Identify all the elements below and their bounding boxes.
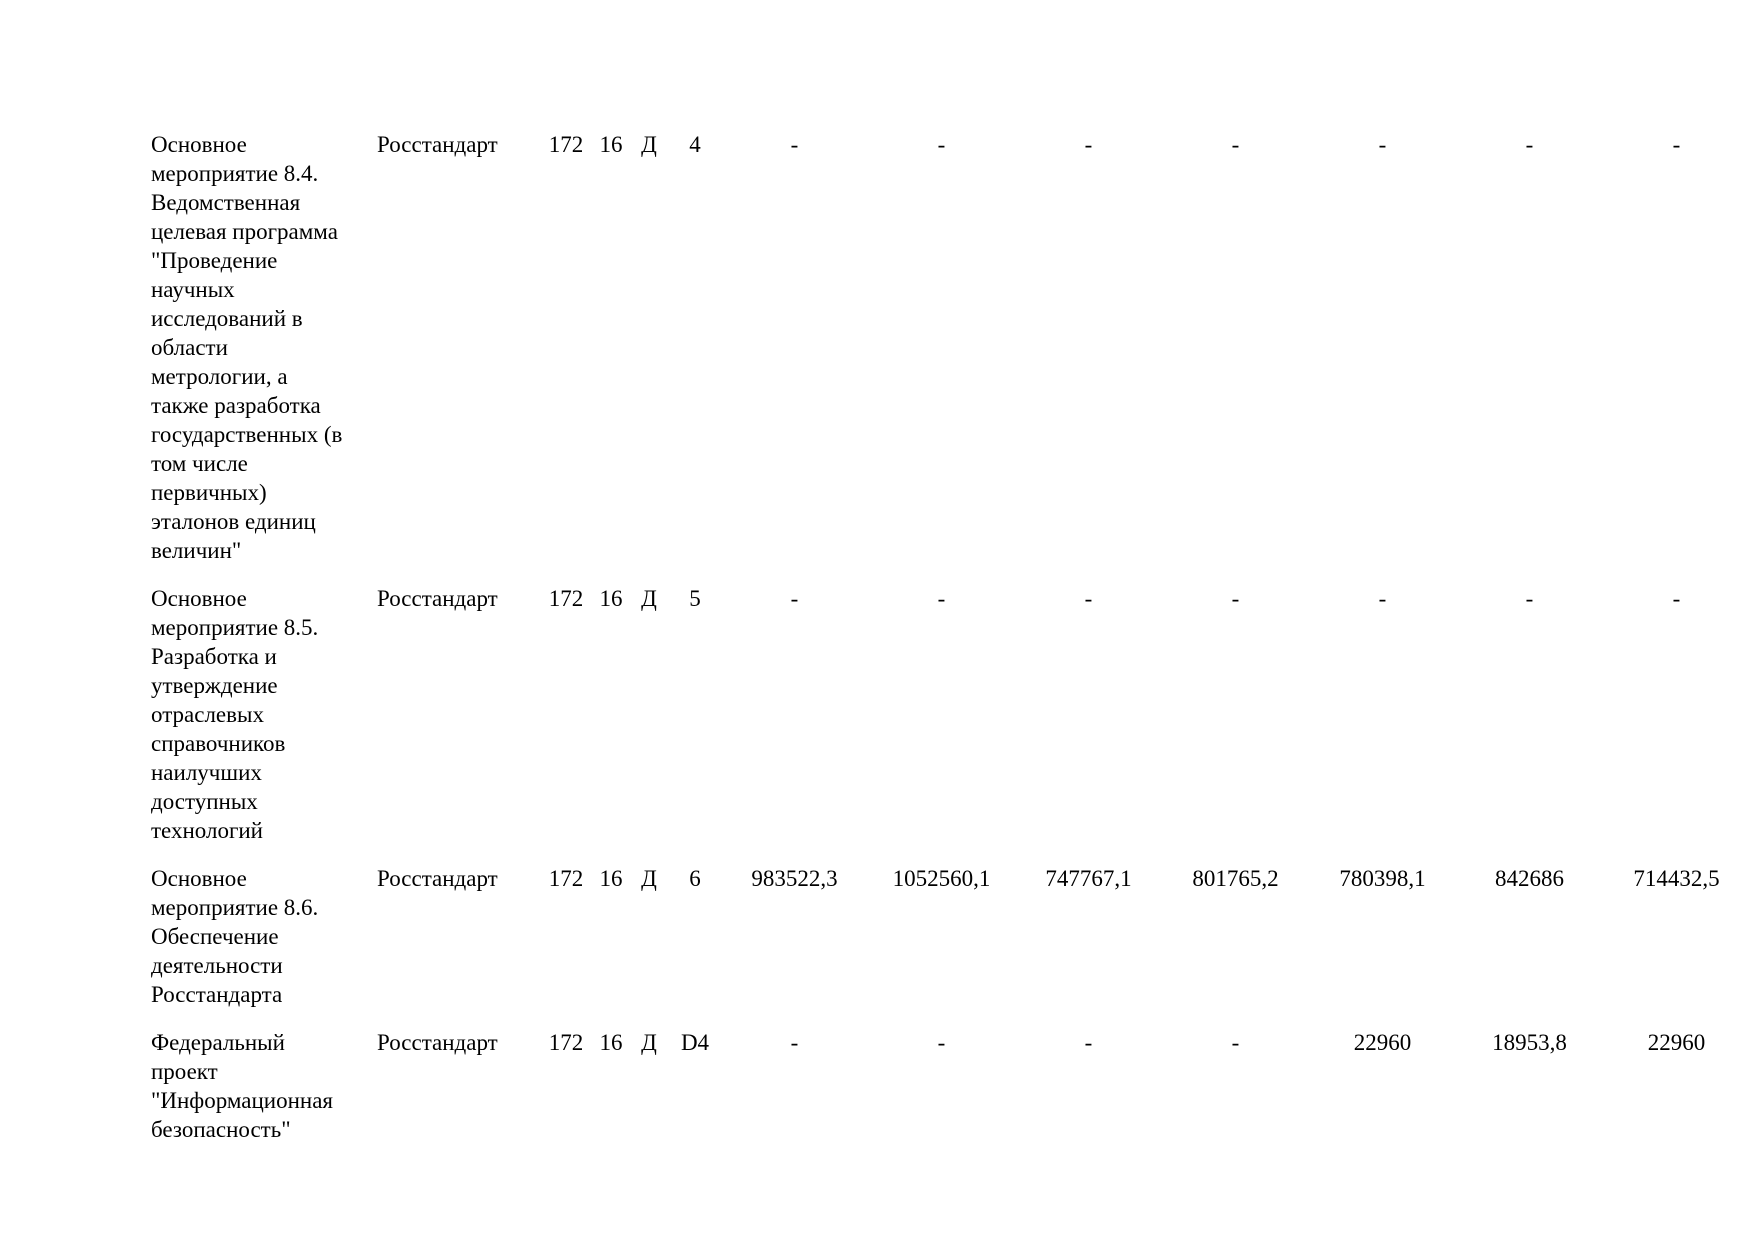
- activity-name-line: области: [151, 335, 228, 360]
- ministry-code-cell: 172: [548, 1030, 584, 1055]
- activity-name-line: "Проведение: [151, 248, 278, 273]
- activity-name-line: Разработка и: [151, 644, 277, 669]
- value-cell: -: [1084, 132, 1093, 157]
- value-cell: -: [1378, 586, 1387, 611]
- activity-name-line: метрологии, а: [151, 364, 288, 389]
- value-cell: -: [790, 132, 799, 157]
- activity-name-cell: [151, 584, 377, 864]
- activity-name-line: Основное: [151, 586, 247, 611]
- value-cell: -: [1231, 1030, 1240, 1055]
- value-cell: -: [1672, 132, 1681, 157]
- program-code-cell: 16: [599, 1030, 623, 1055]
- activity-name-cell: [151, 130, 377, 584]
- responsible-org-cell: Росстандарт: [377, 586, 498, 611]
- subprogram-code-cell: Д: [641, 1030, 657, 1055]
- value-cell: -: [937, 586, 946, 611]
- activity-code-cell: D4: [680, 1030, 710, 1055]
- activity-name-line: первичных): [151, 480, 267, 505]
- value-cell: 714432,5: [1633, 866, 1720, 891]
- value-cell: -: [1084, 586, 1093, 611]
- activity-name-cell: [151, 864, 377, 1028]
- activity-name-line: величин": [151, 538, 242, 563]
- activity-name-line: мероприятие 8.6.: [151, 895, 319, 920]
- ministry-code-cell: 172: [548, 866, 584, 891]
- ministry-code-cell: 172: [548, 586, 584, 611]
- activity-code-cell: 6: [689, 866, 701, 891]
- responsible-org-cell: Росстандарт: [377, 1030, 498, 1055]
- activity-name-line: Обеспечение: [151, 924, 279, 949]
- activity-name-line: государственных (в: [151, 422, 343, 447]
- activity-name-line: проект: [151, 1059, 218, 1084]
- table-row: [151, 1028, 1750, 1163]
- value-cell: 18953,8: [1492, 1030, 1567, 1055]
- value-cell: 801765,2: [1192, 866, 1279, 891]
- value-cell: -: [937, 132, 946, 157]
- activity-name-line: научных: [151, 277, 235, 302]
- value-cell: 1052560,1: [892, 866, 991, 891]
- activity-name-line: отраслевых: [151, 702, 264, 727]
- value-cell: 780398,1: [1339, 866, 1426, 891]
- activity-name-line: деятельности: [151, 953, 283, 978]
- value-cell: -: [1231, 132, 1240, 157]
- activity-name-line: доступных: [151, 789, 258, 814]
- value-cell: -: [1525, 586, 1534, 611]
- activity-name-line: Федеральный: [151, 1030, 285, 1055]
- value-cell: -: [790, 1030, 799, 1055]
- activity-name-line: Росстандарта: [151, 982, 283, 1007]
- program-code-cell: 16: [599, 866, 623, 891]
- activity-name-line: мероприятие 8.4.: [151, 161, 319, 186]
- activity-name-line: безопасность": [151, 1117, 291, 1142]
- activity-name-line: Ведомственная: [151, 190, 301, 215]
- activity-code-cell: 4: [689, 132, 701, 157]
- program-code-cell: 16: [599, 586, 623, 611]
- responsible-org-cell: Росстандарт: [377, 866, 498, 891]
- value-cell: -: [1084, 1030, 1093, 1055]
- activity-name-line: справочников: [151, 731, 286, 756]
- table-row: [151, 864, 1750, 1028]
- activity-name-line: утверждение: [151, 673, 278, 698]
- table-row: [151, 584, 1750, 864]
- activity-name-line: также разработка: [151, 393, 321, 418]
- value-cell: -: [1231, 586, 1240, 611]
- value-cell: -: [1378, 132, 1387, 157]
- activity-name-line: целевая программа: [151, 219, 338, 244]
- activity-name-cell: [151, 1028, 377, 1163]
- activity-name-line: эталонов единиц: [151, 509, 316, 534]
- value-cell: 983522,3: [751, 866, 838, 891]
- value-cell: -: [1525, 132, 1534, 157]
- activity-name-line: Основное: [151, 132, 247, 157]
- activity-name-line: том числе: [151, 451, 248, 476]
- ministry-code-cell: 172: [548, 132, 584, 157]
- subprogram-code-cell: Д: [641, 866, 657, 891]
- value-cell: 22960: [1647, 1030, 1706, 1055]
- activity-name-line: технологий: [151, 818, 263, 843]
- activity-name-line: "Информационная: [151, 1088, 333, 1113]
- activity-name-line: мероприятие 8.5.: [151, 615, 319, 640]
- program-code-cell: 16: [599, 132, 623, 157]
- value-cell: -: [790, 586, 799, 611]
- activity-name-line: наилучших: [151, 760, 262, 785]
- value-cell: 747767,1: [1045, 866, 1132, 891]
- value-cell: 22960: [1353, 1030, 1412, 1055]
- value-cell: 842686: [1495, 866, 1564, 891]
- activity-name-line: исследований в: [151, 306, 303, 331]
- activity-name-line: Основное: [151, 866, 247, 891]
- subprogram-code-cell: Д: [641, 586, 657, 611]
- subprogram-code-cell: Д: [641, 132, 657, 157]
- responsible-org-cell: Росстандарт: [377, 132, 498, 157]
- value-cell: -: [1672, 586, 1681, 611]
- budget-table: [151, 130, 1750, 1163]
- table-row: [151, 130, 1750, 584]
- activity-code-cell: 5: [689, 586, 701, 611]
- value-cell: -: [937, 1030, 946, 1055]
